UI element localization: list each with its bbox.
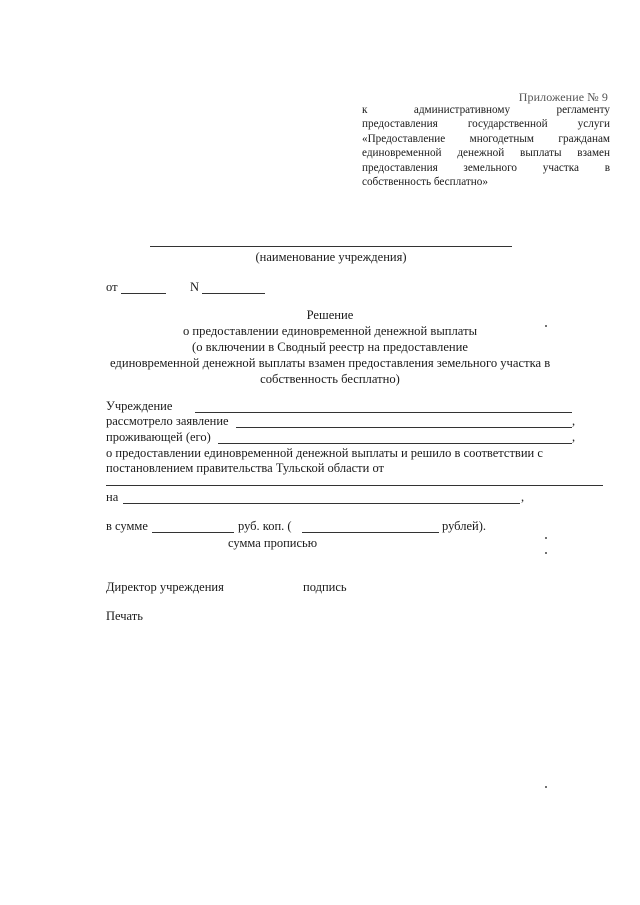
- annotation-line: предоставления государственной услуги: [362, 118, 610, 131]
- resolution-text: постановлением правительства Тульской области от: [106, 461, 384, 475]
- scan-speck: [545, 537, 547, 539]
- applicant-field[interactable]: [236, 427, 572, 428]
- number-field[interactable]: [202, 293, 265, 294]
- purpose-field[interactable]: [123, 503, 520, 504]
- annotation-line: предоставления земельного участка в: [362, 161, 610, 174]
- director-label: Директор учреждения: [106, 580, 224, 594]
- comma: ,: [572, 414, 576, 428]
- decision-line: единовременной денежной выплаты взамен предоставления земельного участка в: [110, 356, 551, 370]
- reviewed-label: рассмотрело заявление: [106, 414, 229, 428]
- scan-speck: [545, 786, 547, 788]
- decision-heading: Решение: [306, 308, 354, 322]
- stamp-label: Печать: [106, 609, 143, 623]
- decision-title-block: [110, 307, 550, 387]
- rub-label: руб. коп. (: [238, 519, 292, 533]
- date-from-label: от: [106, 280, 118, 294]
- annotation-line: единовременной денежной выплаты взамен: [362, 147, 610, 160]
- appendix-title: Приложение № 9: [518, 90, 608, 104]
- signature-label: подпись: [303, 580, 347, 594]
- appendix-annotation: [362, 103, 610, 189]
- decision-line: о предоставлении единовременной денежной выплаты: [182, 324, 478, 338]
- rubles-label: рублей).: [442, 519, 486, 533]
- annotation-line: «Предоставление многодетным гражданам: [362, 132, 610, 145]
- annotation-line: собственность бесплатно»: [362, 176, 488, 189]
- institution-caption: (наименование учреждения): [255, 250, 407, 264]
- address-field[interactable]: [218, 443, 572, 444]
- number-label: N: [190, 280, 200, 294]
- sum-label: в сумме: [106, 519, 148, 533]
- scan-speck: [545, 552, 547, 554]
- scan-speck: [545, 325, 547, 327]
- annotation-line: к административному регламенту: [362, 104, 610, 116]
- sum-in-words-field[interactable]: [302, 532, 439, 533]
- resident-label: проживающей (его): [106, 430, 211, 444]
- decision-line: собственность бесплатно): [260, 372, 400, 386]
- sum-caption: сумма прописью: [228, 536, 318, 550]
- institution-name-field[interactable]: [150, 246, 512, 247]
- comma: ,: [572, 430, 576, 444]
- resolution-date-field[interactable]: [106, 485, 603, 486]
- comma: ,: [521, 490, 525, 504]
- institution-field[interactable]: [195, 412, 572, 413]
- decision-line: (о включении в Сводный реестр на предоставление: [192, 340, 468, 354]
- for-label: на: [106, 490, 119, 504]
- institution-label: Учреждение: [106, 399, 173, 413]
- grant-text: о предоставлении единовременной денежной выплаты и решило в соответствии с: [106, 446, 543, 460]
- date-field[interactable]: [121, 293, 166, 294]
- sum-field[interactable]: [152, 532, 234, 533]
